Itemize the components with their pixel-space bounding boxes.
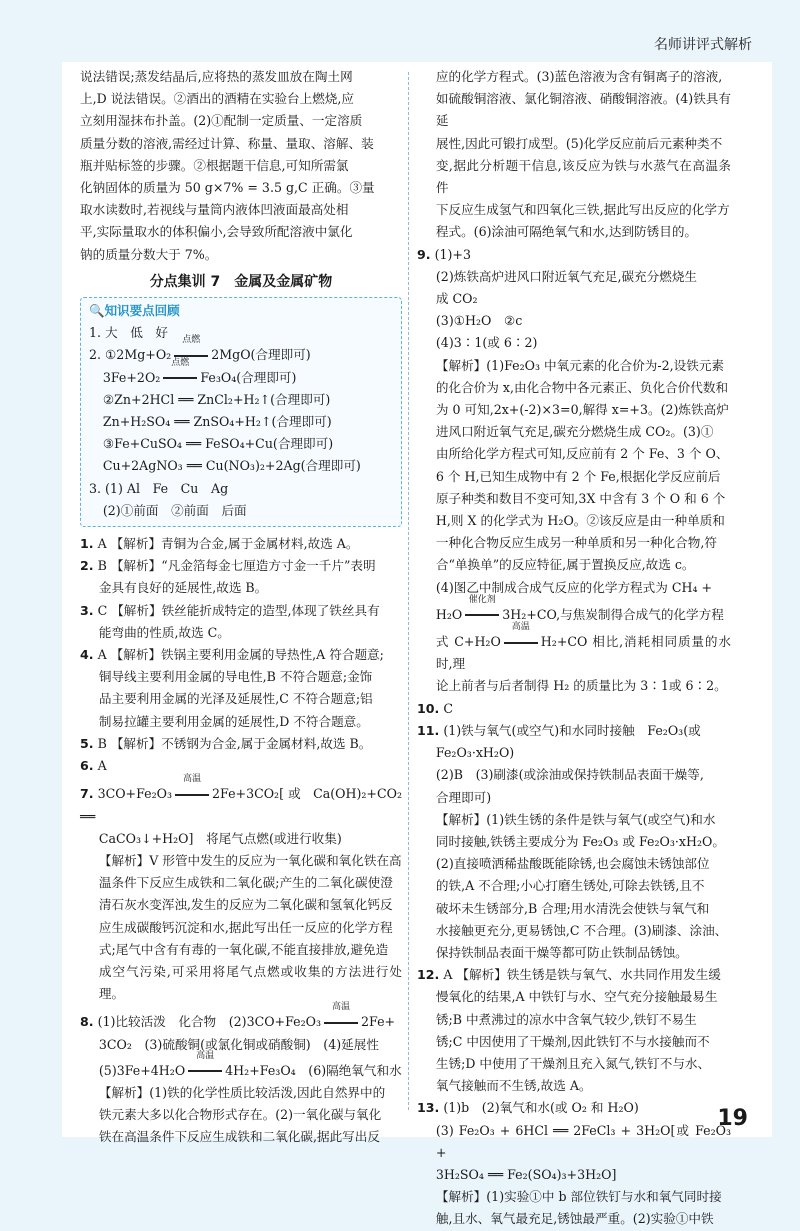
question-9-analysis: 论上前者与后者制得 H₂ 的质量比为 3∶1或 6∶2。 — [435, 678, 727, 694]
question-9-analysis: 6 个 H,已知生成物中有 2 个 Fe,根据化学反应前后 — [435, 468, 721, 484]
question-9-analysis: 由所给化学方程式可知,反应前有 2 个 Fe、3 个 O、 — [435, 446, 729, 462]
question-4-cont: 铜导线主要利用金属的导电性,B 不符合题意;金饰 — [98, 669, 373, 685]
question-9-cont: 成 CO₂ — [435, 291, 478, 307]
question-9-eq: 式 C+H₂O 高温 H₂+CO 相比,消耗相同质量的水时,理 — [435, 622, 731, 672]
question-9: 9. (1)+3 — [417, 246, 471, 262]
k-item: 1. 大 低 好 — [89, 325, 168, 341]
question-12-cont: 锈;C 中因使用了干燥剂,因此铁钉不与水接触而不 — [435, 1033, 710, 1049]
question-7-analysis: 温条件下反应生成铁和二氧化碳;产生的二氧化碳使澄 — [98, 875, 393, 891]
question-13-cont: 3H₂SO₄ ══ Fe₂(SO₄)₃+3H₂O] — [435, 1166, 617, 1182]
intro-line: 钠的质量分数大于 7%。 — [80, 246, 218, 262]
question-8-cont: (5)3Fe+4H₂O 高温 4H₂+Fe₃O₄ (6)隔绝氧气和水 — [98, 1050, 402, 1078]
k-item: ③Fe+CuSO₄ ══ FeSO₄+Cu(合理即可) — [102, 436, 334, 452]
intro-line: 化钠固体的质量为 50 g×7% = 3.5 g,C 正确。③量 — [80, 180, 375, 196]
question-11-analysis: 破坏未生锈部分,B 合理;用水清洗会使铁与氧气和 — [435, 900, 710, 916]
intro-line: 上,D 说法错误。②酒出的酒精在实验台上燃烧,应 — [80, 91, 354, 107]
intro-line: 立刻用湿抹布扑盖。(2)①配制一定质量、一定溶质 — [80, 113, 363, 129]
question-9-analysis: 为 0 可知,2x+(-2)×3=0,解得 x=+3。(2)炼铁高炉 — [435, 402, 729, 418]
question-8: 8. (1)比较活泼 化合物 (2)3CO+Fe₂O₃ 高温 2Fe+ — [80, 1002, 396, 1030]
cont-line: 变,据此分析题干信息,该反应为铁与水蒸气在高温条件 — [435, 157, 731, 196]
knowledge-box — [80, 297, 402, 527]
right-column — [417, 66, 731, 1231]
question-11-cont: (2)B (3)刷漆(或涂油或保持铁制品表面干燥等, — [435, 767, 704, 783]
question-11-analysis: 【解析】(1)铁生锈的条件是铁与氧气(或空气)和水 — [435, 811, 716, 827]
question-7: 7. 3CO+Fe₂O₃ 高温 2Fe+3CO₂[或 Ca(OH)₂+CO₂ ══ — [80, 774, 402, 824]
question-8-analysis: 铁元素大多以化合物形式存在。(2)一氧化碳与氧化 — [98, 1107, 382, 1123]
k-item-eq: 2. ①2Mg+O₂ 点燃 2MgO(合理即可) — [89, 335, 311, 363]
question-9-eq: H₂O 催化剂 3H₂+CO,与焦炭制得合成气的化学方程 — [435, 594, 724, 622]
question-13: 13. (1)b (2)氧气和水(或 O₂ 和 H₂O) — [417, 1100, 639, 1116]
k-item: Cu+2AgNO₃ ══ Cu(NO₃)₂+2Ag(合理即可) — [102, 458, 361, 474]
question-3-cont: 能弯曲的性质,故选 C。 — [98, 624, 230, 640]
question-10: 10. C — [417, 700, 453, 716]
section-title: 分点集训 7 金属及金属矿物 — [149, 273, 333, 290]
question-7-analysis: 应生成碳酸钙沉淀和水,据此写出任一反应的化学方程 — [98, 919, 393, 935]
question-11-analysis: (2)直接喷洒稀盐酸既能除锈,也会腐蚀未锈蚀部位 — [435, 856, 710, 872]
question-13-analysis: 【解析】(1)实验①中 b 部位铁钉与水和氧气同时接 — [435, 1189, 722, 1205]
question-9-analysis: 的化合价为 x,由化合物中各元素正、负化合价代数和 — [435, 379, 729, 395]
question-7-analysis: 成空气污染,可采用将尾气点燃或收集的方法进行处理。 — [98, 963, 402, 1002]
question-8-cont: 3CO₂ (3)硫酸铜(或氯化铜或硝酸铜) (4)延展性 — [98, 1036, 379, 1052]
question-9-analysis: 合“单换单”的反应特征,属于置换反应,故选 c。 — [435, 557, 695, 573]
question-4-cont: 制易拉罐主要利用金属的延展性,D 不符合题意。 — [98, 713, 369, 729]
page-number: 19 — [717, 1106, 748, 1131]
question-9-analysis: 一种化合物反应生成另一种单质和另一种化合物,符 — [435, 535, 717, 551]
magnifier-icon: 🔍 — [89, 303, 105, 319]
intro-line: 质量分数的溶液,需经过计算、称量、量取、溶解、装 — [80, 135, 374, 151]
knowledge-heading: 🔍知识要点回顾 — [89, 303, 180, 319]
question-7-cont: CaCO₃↓+H₂O] 将尾气点燃(或进行收集) — [98, 830, 342, 846]
question-3: 3. C 【解析】铁丝能折成特定的造型,体现了铁丝具有 — [80, 602, 380, 618]
k-item-eq: 3Fe+2O₂ 点燃 Fe₃O₄(合理即可) — [102, 357, 297, 385]
question-13-cont: (3) Fe₂O₃ + 6HCl ══ 2FeCl₃ + 3H₂O[或 Fe₂O₃ + — [435, 1122, 731, 1160]
header-title: 名师讲评式解析 — [654, 37, 752, 53]
column-divider — [408, 72, 409, 1110]
question-6: 6. A — [80, 758, 107, 774]
question-9-analysis: H,则 X 的化学式为 H₂O。②该反应是由一种单质和 — [435, 513, 725, 529]
question-2-cont: 金具有良好的延展性,故选 B。 — [98, 580, 268, 596]
k-item: ②Zn+2HCl ══ ZnCl₂+H₂↑(合理即可) — [102, 391, 331, 407]
cont-line: 应的化学方程式。(3)蓝色溶液为含有铜离子的溶液, — [435, 69, 723, 84]
question-11-cont: Fe₂O₃·xH₂O) — [435, 745, 515, 761]
question-11-analysis: 的铁,A 不合理;小心打磨生锈处,可除去铁锈,且不 — [435, 878, 705, 894]
cont-line: 展性,因此可锻打成型。(5)化学反应前后元素种类不 — [435, 135, 723, 151]
question-9-cont: (2)炼铁高炉进风口附近氧气充足,碳充分燃烧生 — [435, 268, 698, 284]
question-11-analysis: 水接触更充分,更易锈蚀,C 不合理。(3)刷漆、涂油、 — [435, 922, 728, 938]
question-7-analysis: 式;尾气中含有有毒的一氧化碳,不能直接排放,避免造 — [98, 941, 389, 957]
question-9-analysis: (4)图乙中制成合成气反应的化学方程式为 CH₄ + — [435, 579, 713, 595]
k-item: 3. (1) Al Fe Cu Ag — [89, 480, 229, 496]
intro-line: 平,实际量取水的体积偏小,会导致所配溶液中氯化 — [80, 224, 353, 240]
intro-line: 取水读数时,若视线与量筒内液体凹液面最高处相 — [80, 202, 349, 218]
left-column — [80, 66, 402, 1149]
question-7-analysis: 清石灰水变浑浊,发生的反应为二氧化碳和氢氧化钙反 — [98, 897, 393, 913]
question-13-analysis: 触,且水、氧气最充足,锈蚀最严重。(2)实验①中铁 — [435, 1211, 714, 1227]
question-12: 12. A 【解析】铁生锈是铁与氧气、水共同作用发生缓 — [417, 967, 721, 983]
cont-line: 下反应生成氢气和四氧化三铁,据此写出反应的化学方 — [435, 202, 730, 218]
question-12-cont: 氧气接触而不生锈,故选 A。 — [435, 1078, 592, 1094]
question-8-analysis: 【解析】(1)铁的化学性质比较活泼,因此自然界中的 — [98, 1084, 386, 1100]
cont-line: 如硫酸铜溶液、氯化铜溶液、硝酸铜溶液。(4)铁具有延 — [435, 91, 731, 129]
question-7-analysis: 【解析】V 形管中发生的反应为一氧化碳和氧化铁在高 — [98, 852, 402, 868]
question-8-analysis: 铁在高温条件下反应生成铁和二氧化碳,据此写出反 — [98, 1129, 380, 1145]
question-1: 1. A 【解析】青铜为合金,属于金属材料,故选 A。 — [80, 536, 359, 552]
intro-line: 瓶并贴标签的步骤。②根据题干信息,可知所需氯 — [80, 157, 349, 173]
k-item: (2)①前面 ②前面 后面 — [102, 502, 247, 518]
question-9-cont: (4)3∶1(或 6∶2) — [435, 335, 538, 351]
question-11-cont: 合理即可) — [435, 789, 492, 805]
intro-line: 说法错误;蒸发结晶后,应将热的蒸发皿放在陶土网 — [80, 69, 353, 84]
question-9-analysis: 原子种类和数目不变可知,3X 中含有 3 个 O 和 6 个 — [435, 490, 726, 506]
question-11-analysis: 同时接触,铁锈主要成分为 Fe₂O₃ 或 Fe₂O₃·xH₂O。 — [435, 833, 725, 849]
question-9-cont: (3)①H₂O ②c — [435, 313, 523, 329]
question-12-cont: 慢氧化的结果,A 中铁钉与水、空气充分接触最易生 — [435, 989, 718, 1005]
question-12-cont: 锈;B 中煮沸过的凉水中含氧气较少,铁钉不易生 — [435, 1011, 697, 1027]
question-12-cont: 生锈;D 中使用了干燥剂且充入氮气,铁钉不与水、 — [435, 1055, 711, 1071]
question-11: 11. (1)铁与氧气(或空气)和水同时接触 Fe₂O₃(或 — [417, 722, 701, 738]
question-4: 4. A 【解析】铁锅主要利用金属的导热性,A 符合题意; — [80, 647, 384, 663]
question-9-analysis: 【解析】(1)Fe₂O₃ 中氧元素的化合价为-2,设铁元素 — [435, 357, 725, 373]
question-2: 2. B 【解析】“凡金箔每金七厘造方寸金一千片”表明 — [80, 558, 376, 574]
question-11-analysis: 保持铁制品表面干燥等都可防止铁制品锈蚀。 — [435, 944, 688, 960]
k-item: Zn+H₂SO₄ ══ ZnSO₄+H₂↑(合理即可) — [102, 414, 332, 430]
question-9-analysis: 进风口附近氧气充足,碳充分燃烧生成 CO₂。(3)① — [435, 424, 714, 440]
question-5: 5. B 【解析】不锈钢为合金,属于金属材料,故选 B。 — [80, 735, 372, 751]
cont-line: 程式。(6)涂油可隔绝氧气和水,达到防锈目的。 — [435, 224, 698, 240]
question-4-cont: 品主要利用金属的光泽及延展性,C 不符合题意;铝 — [98, 691, 373, 707]
